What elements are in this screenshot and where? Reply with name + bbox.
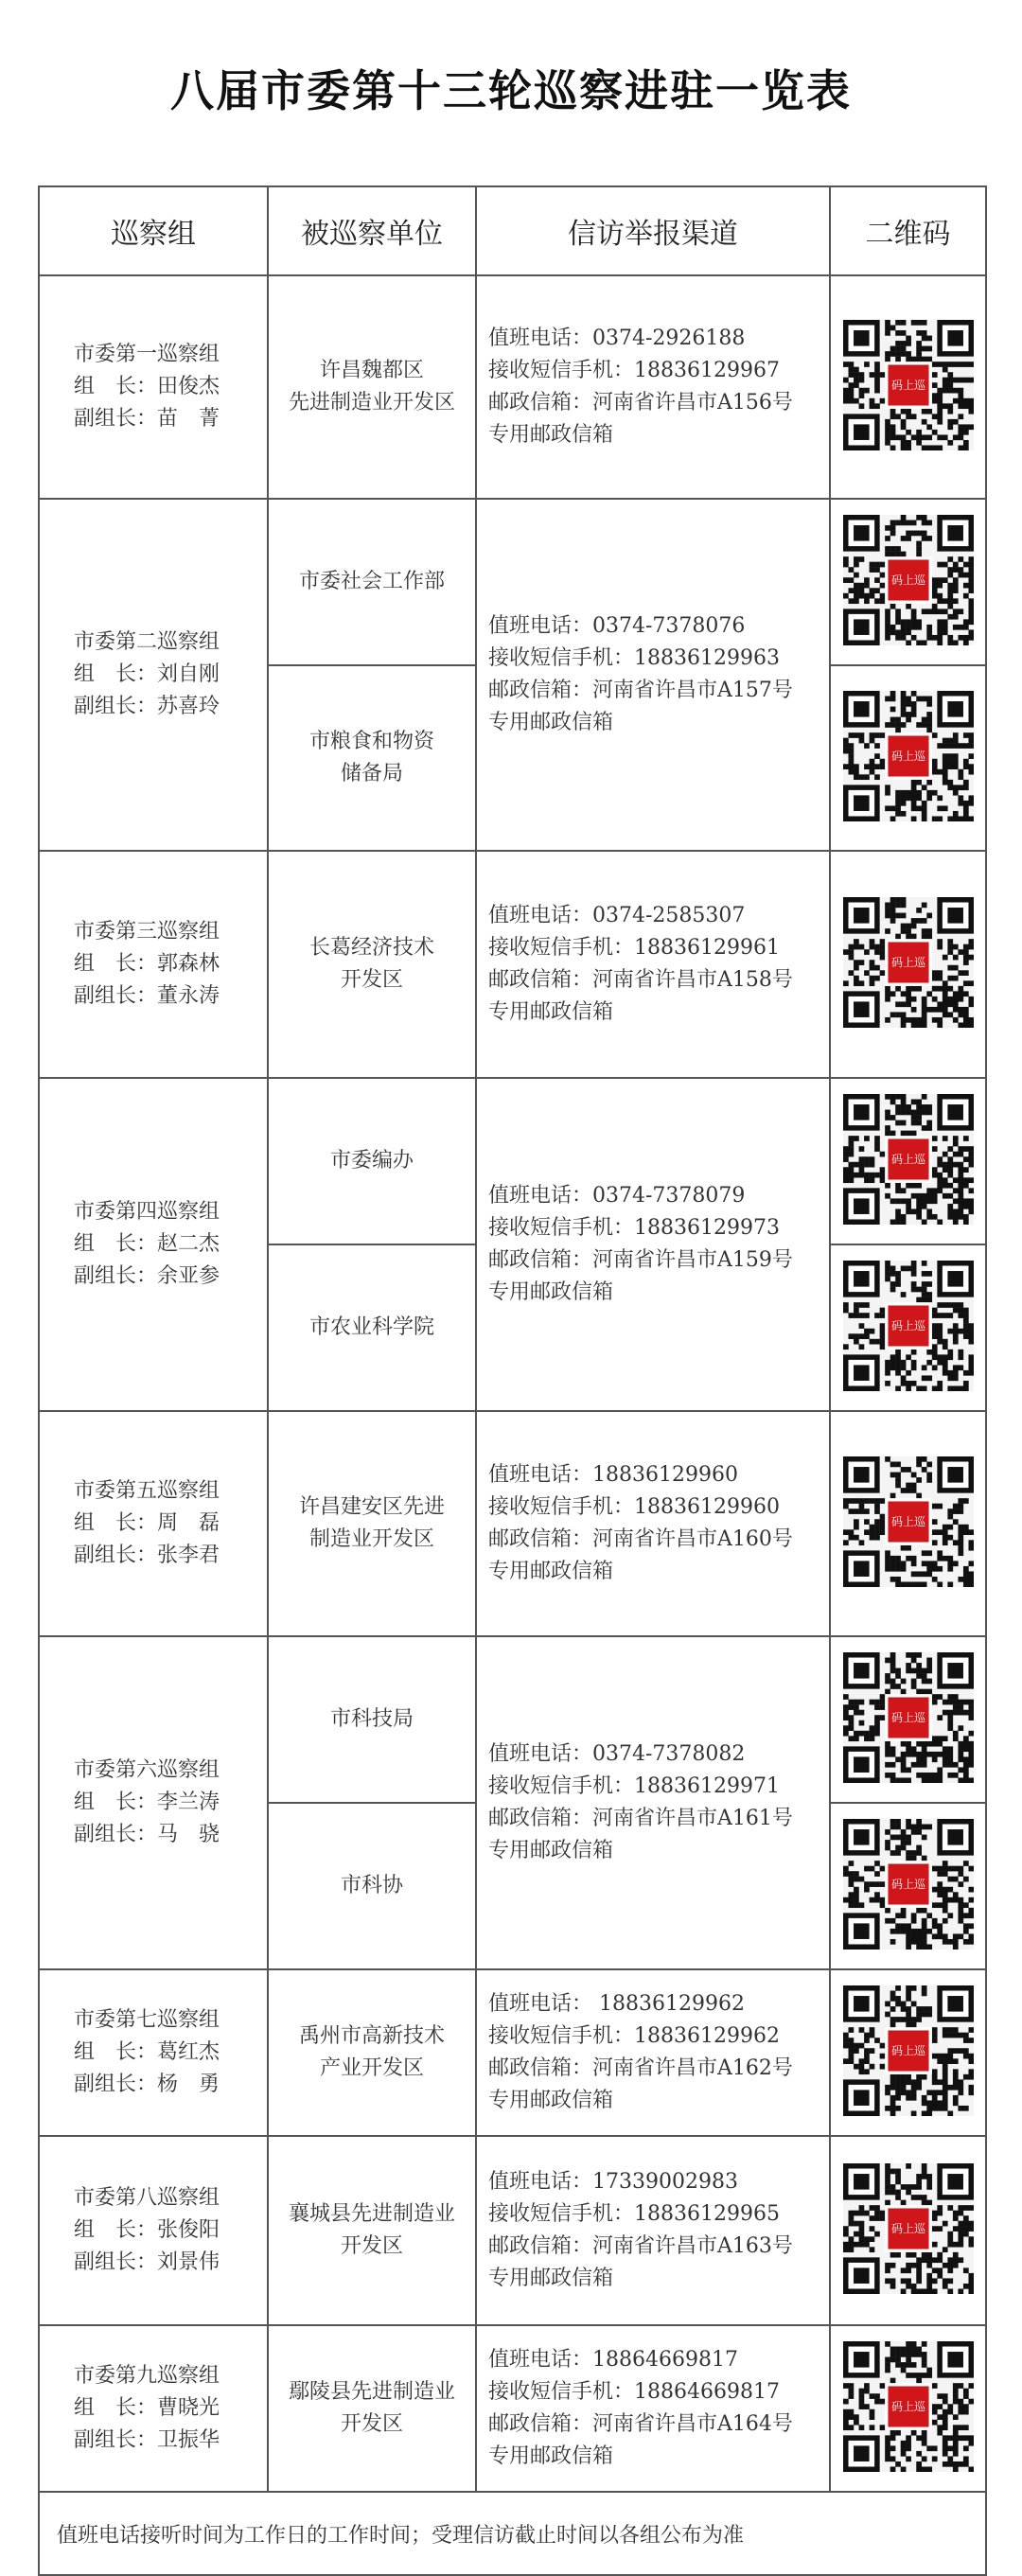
- channel-line: 值班电话： 18836129962: [488, 1992, 745, 2016]
- qr-code-cell: [830, 275, 986, 499]
- qr-badge-text: 码上巡: [890, 1878, 925, 1891]
- qr-badge-text: 码上巡: [890, 956, 925, 969]
- qr-badge-text: 码上巡: [890, 1319, 925, 1332]
- header-channel: 信访举报渠道: [476, 186, 830, 275]
- inspected-unit: 鄢陵县先进制造业 开发区: [268, 2325, 476, 2492]
- table-row: [39, 851, 986, 1078]
- group-leader: 组 长：刘自刚: [74, 662, 220, 686]
- report-channel-cell: [476, 499, 830, 851]
- group-deputy: 副组长：杨 勇: [74, 2073, 220, 2096]
- table-row: [39, 2325, 986, 2492]
- group-leader: 组 长：周 磊: [74, 1511, 220, 1535]
- qr-badge-text: 码上巡: [890, 1515, 925, 1528]
- qr-code-icon[interactable]: [843, 1652, 974, 1783]
- qr-code-icon[interactable]: [843, 691, 974, 821]
- table-row: [39, 499, 986, 665]
- inspection-table: [38, 185, 987, 2576]
- qr-code-icon[interactable]: [843, 897, 974, 1028]
- channel-line: 邮政信箱：河南省许昌市A163号: [488, 2234, 793, 2258]
- group-deputy: 副组长：刘景伟: [74, 2250, 220, 2274]
- qr-code-icon[interactable]: [843, 2163, 974, 2294]
- group-name: 市委第七巡察组: [74, 2008, 220, 2032]
- qr-badge-text: 码上巡: [890, 573, 925, 587]
- inspected-unit: 市粮食和物资 储备局: [268, 665, 476, 851]
- channel-line: 邮政信箱：河南省许昌市A161号: [488, 1807, 793, 1830]
- channel-line: 专用邮政信箱: [488, 1280, 614, 1304]
- report-channel-cell: [476, 1078, 830, 1411]
- group-deputy: 副组长：马 骁: [74, 1823, 220, 1846]
- header-qrcode: 二维码: [830, 186, 986, 275]
- inspection-group-cell: [39, 275, 268, 499]
- channel-line: 值班电话：17339002983: [488, 2170, 738, 2194]
- channel-line: 接收短信手机：18836129962: [488, 2024, 780, 2048]
- qr-code-cell: [830, 1244, 986, 1411]
- report-channel-cell: [476, 1969, 830, 2136]
- group-name: 市委第一巡察组: [74, 343, 220, 366]
- channel-line: 接收短信手机：18836129973: [488, 1216, 780, 1240]
- channel-line: 邮政信箱：河南省许昌市A159号: [488, 1248, 793, 1272]
- qr-code-cell: [830, 1411, 986, 1636]
- qr-code-icon[interactable]: [843, 1819, 974, 1950]
- inspection-group-cell: [39, 2136, 268, 2325]
- qr-code-cell: [830, 1803, 986, 1969]
- inspected-unit: 许昌魏都区 先进制造业开发区: [268, 275, 476, 499]
- channel-line: 值班电话：0374-7378079: [488, 1184, 746, 1208]
- table-row: [39, 1078, 986, 1244]
- inspected-unit: 市科技局: [268, 1636, 476, 1803]
- inspection-group-cell: [39, 1636, 268, 1969]
- qr-badge-text: 码上巡: [890, 379, 925, 392]
- qr-badge-text: 码上巡: [890, 1711, 925, 1724]
- channel-line: 接收短信手机：18836129965: [488, 2202, 780, 2226]
- qr-code-icon[interactable]: [843, 1985, 974, 2116]
- qr-badge-text: 码上巡: [890, 2400, 925, 2413]
- channel-line: 专用邮政信箱: [488, 423, 614, 447]
- group-deputy: 副组长：苗 菁: [74, 407, 220, 431]
- inspection-group-cell: [39, 499, 268, 851]
- channel-line: 值班电话：0374-7378082: [488, 1742, 746, 1766]
- qr-badge-text: 码上巡: [890, 750, 925, 763]
- qr-code-icon[interactable]: [843, 515, 974, 645]
- qr-code-cell: [830, 1969, 986, 2136]
- qr-code-cell: [830, 665, 986, 851]
- qr-code-icon[interactable]: [843, 320, 974, 450]
- qr-code-icon[interactable]: [843, 1261, 974, 1391]
- table-row: [39, 1636, 986, 1803]
- channel-line: 值班电话：18864669817: [488, 2348, 738, 2372]
- inspected-unit: 许昌建安区先进 制造业开发区: [268, 1411, 476, 1636]
- group-name: 市委第八巡察组: [74, 2186, 220, 2210]
- report-channel-cell: [476, 851, 830, 1078]
- group-leader: 组 长：李兰涛: [74, 1791, 220, 1814]
- qr-code-cell: [830, 499, 986, 665]
- inspection-group-cell: [39, 851, 268, 1078]
- group-name: 市委第六巡察组: [74, 1758, 220, 1782]
- group-leader: 组 长：田俊杰: [74, 375, 220, 398]
- channel-line: 专用邮政信箱: [488, 1000, 614, 1024]
- channel-line: 专用邮政信箱: [488, 1839, 614, 1862]
- channel-line: 值班电话：18836129960: [488, 1463, 738, 1487]
- qr-code-icon[interactable]: [843, 1094, 974, 1225]
- qr-badge-text: 码上巡: [890, 2222, 925, 2235]
- channel-line: 接收短信手机：18836129960: [488, 1495, 780, 1519]
- group-leader: 组 长：葛红杰: [74, 2040, 220, 2064]
- channel-line: 邮政信箱：河南省许昌市A164号: [488, 2412, 793, 2436]
- inspected-unit: 市科协: [268, 1803, 476, 1969]
- inspected-unit: 禹州市高新技术 产业开发区: [268, 1969, 476, 2136]
- channel-line: 值班电话：0374-2585307: [488, 904, 746, 927]
- footnote: 值班电话接听时间为工作日的工作时间；受理信访截止时间以各组公布为准: [39, 2492, 986, 2575]
- channel-line: 邮政信箱：河南省许昌市A158号: [488, 968, 793, 992]
- qr-code-cell: [830, 2325, 986, 2492]
- group-leader: 组 长：郭森林: [74, 952, 220, 976]
- inspection-group-cell: [39, 1969, 268, 2136]
- report-channel-cell: [476, 2325, 830, 2492]
- inspected-unit: 襄城县先进制造业 开发区: [268, 2136, 476, 2325]
- inspection-group-cell: [39, 2325, 268, 2492]
- channel-line: 接收短信手机：18836129963: [488, 646, 780, 670]
- group-deputy: 副组长：苏喜玲: [74, 695, 220, 718]
- group-leader: 组 长：张俊阳: [74, 2218, 220, 2242]
- channel-line: 邮政信箱：河南省许昌市A162号: [488, 2056, 793, 2080]
- channel-line: 值班电话：0374-7378076: [488, 614, 746, 638]
- group-deputy: 副组长：卫振华: [74, 2428, 220, 2452]
- table-row: [39, 1969, 986, 2136]
- qr-code-cell: [830, 851, 986, 1078]
- group-name: 市委第三巡察组: [74, 920, 220, 944]
- inspection-group-cell: [39, 1411, 268, 1636]
- report-channel-cell: [476, 1411, 830, 1636]
- group-deputy: 副组长：余亚参: [74, 1264, 220, 1288]
- channel-line: 接收短信手机：18836129971: [488, 1774, 780, 1798]
- channel-line: 专用邮政信箱: [488, 2089, 614, 2112]
- inspected-unit: 市委社会工作部: [268, 499, 476, 665]
- inspected-unit: 市委编办: [268, 1078, 476, 1244]
- group-name: 市委第九巡察组: [74, 2364, 220, 2388]
- channel-line: 邮政信箱：河南省许昌市A156号: [488, 391, 793, 415]
- channel-line: 专用邮政信箱: [488, 2267, 614, 2290]
- page-title: 八届市委第十三轮巡察进驻一览表: [170, 65, 852, 116]
- qr-code-icon[interactable]: [843, 1456, 974, 1587]
- inspection-group-cell: [39, 1078, 268, 1411]
- table-row: [39, 275, 986, 499]
- qr-badge-text: 码上巡: [890, 1153, 925, 1166]
- table-row: [39, 2136, 986, 2325]
- channel-line: 邮政信箱：河南省许昌市A157号: [488, 679, 793, 702]
- report-channel-cell: [476, 2136, 830, 2325]
- qr-code-cell: [830, 1078, 986, 1244]
- qr-code-cell: [830, 2136, 986, 2325]
- qr-code-cell: [830, 1636, 986, 1803]
- group-name: 市委第二巡察组: [74, 630, 220, 654]
- group-name: 市委第四巡察组: [74, 1200, 220, 1224]
- channel-line: 值班电话：0374-2926188: [488, 326, 746, 350]
- header-unit: 被巡察单位: [268, 186, 476, 275]
- group-name: 市委第五巡察组: [74, 1479, 220, 1503]
- table-header-row: [39, 186, 986, 275]
- channel-line: 接收短信手机：18864669817: [488, 2380, 780, 2404]
- footnote-row: [39, 2492, 986, 2575]
- group-leader: 组 长：曹晓光: [74, 2396, 220, 2420]
- channel-line: 专用邮政信箱: [488, 2444, 614, 2468]
- channel-line: 接收短信手机：18836129967: [488, 359, 780, 382]
- group-deputy: 副组长：张李君: [74, 1544, 220, 1567]
- table-row: [39, 1411, 986, 1636]
- qr-code-icon[interactable]: [843, 2341, 974, 2472]
- header-group: 巡察组: [39, 186, 268, 275]
- inspected-unit: 长葛经济技术 开发区: [268, 851, 476, 1078]
- channel-line: 接收短信手机：18836129961: [488, 936, 780, 960]
- inspected-unit: 市农业科学院: [268, 1244, 476, 1411]
- report-channel-cell: [476, 275, 830, 499]
- group-leader: 组 长：赵二杰: [74, 1232, 220, 1256]
- channel-line: 专用邮政信箱: [488, 1560, 614, 1583]
- channel-line: 邮政信箱：河南省许昌市A160号: [488, 1527, 793, 1551]
- group-deputy: 副组长：董永涛: [74, 984, 220, 1008]
- report-channel-cell: [476, 1636, 830, 1969]
- qr-badge-text: 码上巡: [890, 2044, 925, 2057]
- channel-line: 专用邮政信箱: [488, 711, 614, 734]
